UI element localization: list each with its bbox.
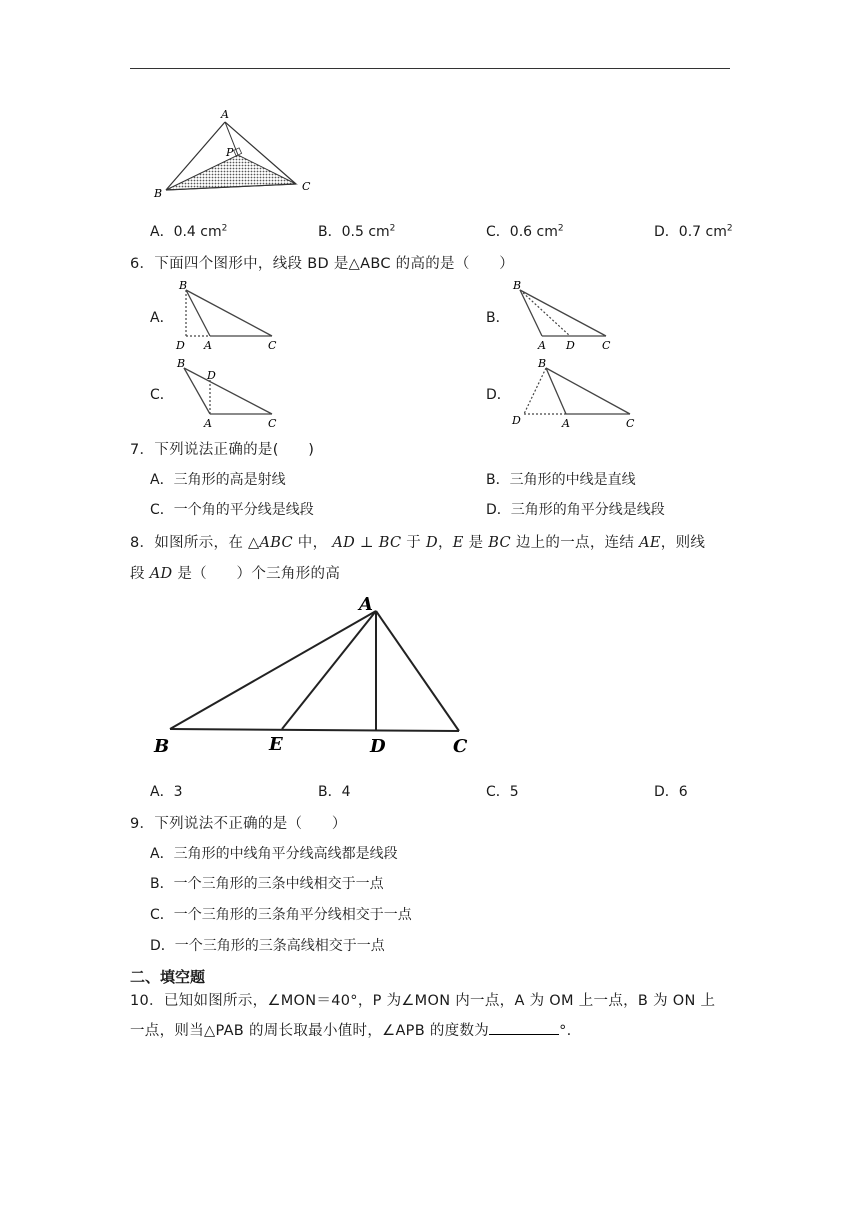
q6b-label-c: C xyxy=(602,339,611,350)
q6b-label-a: A xyxy=(538,339,546,350)
section-title-fill-in: 二、填空题 xyxy=(130,968,206,986)
q6a-label-d: D xyxy=(176,339,185,350)
q8-math-bc: BC xyxy=(488,535,511,551)
q6c-label-c: C xyxy=(268,417,277,428)
q10-line2 xyxy=(130,1019,572,1040)
q9-option-c[interactable]: C．一个三角形的三条角平分线相交于一点 xyxy=(150,907,412,923)
q8-text: 于 xyxy=(401,535,427,551)
q5-option-d-letter: D． xyxy=(654,224,679,240)
q8-math-ad: AD xyxy=(149,566,173,582)
header-rule xyxy=(130,68,730,69)
q8-text: 边上的一点，连结 xyxy=(510,535,640,551)
q6d-label-b: B xyxy=(538,357,547,370)
q8-option-c[interactable]: C．5 xyxy=(486,784,519,800)
q6b-label-d: D xyxy=(566,339,575,350)
q5-option-a-value: 0.4 cm xyxy=(173,224,222,240)
q8-math-ae: AE xyxy=(639,535,661,551)
q5-label-c: C xyxy=(302,180,311,193)
q8-label-a: A xyxy=(359,594,373,615)
q9-stem: 9．下列说法不正确的是（ ） xyxy=(130,816,347,832)
q6-option-b-letter[interactable]: B． xyxy=(486,310,510,326)
q6-option-c-letter[interactable]: C． xyxy=(150,387,174,403)
q7-stem: 7．下列说法正确的是( ) xyxy=(130,442,315,458)
q6b-label-b: B xyxy=(513,279,522,292)
q5-option-b[interactable] xyxy=(318,221,395,241)
q5-option-a-sup: 2 xyxy=(221,223,228,234)
q5-option-b-value: 0.5 cm xyxy=(341,224,390,240)
q8-math-triangle-abc: △ABC xyxy=(248,535,293,551)
q6c-label-a: A xyxy=(204,417,212,428)
q5-option-d-value: 0.7 cm xyxy=(678,224,727,240)
q8-math-d: D xyxy=(426,535,438,551)
q7-option-a[interactable]: A．三角形的高是射线 xyxy=(150,472,286,488)
q8-math-e: E xyxy=(452,535,464,551)
q5-option-c-value: 0.6 cm xyxy=(509,224,558,240)
q9-option-d[interactable]: D．一个三角形的三条高线相交于一点 xyxy=(150,938,385,954)
q6-figure-d[interactable] xyxy=(508,352,638,428)
q6a-label-b: B xyxy=(179,279,188,292)
q8-label-d: D xyxy=(370,736,386,757)
q8-option-d[interactable]: D．6 xyxy=(654,784,688,800)
q8-text: 段 xyxy=(130,566,150,582)
q5-option-b-sup: 2 xyxy=(389,223,396,234)
q8-text: 中， xyxy=(292,535,333,551)
q8-label-c: C xyxy=(453,736,468,757)
q10-degree-suffix: °. xyxy=(559,1023,572,1039)
q5-label-b: B xyxy=(154,187,163,200)
q8-stem-line1 xyxy=(130,531,705,552)
q5-figure xyxy=(148,104,318,200)
q6-option-a-letter[interactable]: A． xyxy=(150,310,174,326)
q5-option-d[interactable] xyxy=(654,221,733,241)
q6-figure-a[interactable] xyxy=(170,278,282,350)
q6c-label-d: D xyxy=(207,369,216,382)
q5-option-d-sup: 2 xyxy=(726,223,733,234)
q8-text: 8．如图所示，在 xyxy=(130,535,249,551)
q8-text: 是 xyxy=(463,535,489,551)
q6d-label-c: C xyxy=(626,417,635,428)
q5-option-a[interactable] xyxy=(150,221,227,241)
q5-option-a-letter: A． xyxy=(150,224,174,240)
q10-line2-text: 一点，则当△PAB 的周长取最小值时，∠APB 的度数为 xyxy=(130,1023,490,1039)
q8-text: 是（ ）个三角形的高 xyxy=(172,566,341,582)
q8-stem-line2 xyxy=(130,562,340,583)
q6a-label-a: A xyxy=(204,339,212,350)
q6d-label-d: D xyxy=(512,414,521,427)
q5-option-c-letter: C． xyxy=(486,224,510,240)
q8-text: ， xyxy=(437,535,453,551)
q9-option-a[interactable]: A．三角形的中线角平分线高线都是线段 xyxy=(150,846,398,862)
q6-stem: 6．下面四个图形中，线段 BD 是△ABC 的高的是（ ） xyxy=(130,256,515,272)
q8-option-b[interactable]: B．4 xyxy=(318,784,351,800)
q5-label-a: A xyxy=(221,108,229,121)
q7-option-b[interactable]: B．三角形的中线是直线 xyxy=(486,472,636,488)
q5-option-c-sup: 2 xyxy=(557,223,564,234)
q6c-label-b: B xyxy=(177,357,186,370)
q7-option-c[interactable]: C．一个角的平分线是线段 xyxy=(150,502,314,518)
q5-label-p: P xyxy=(226,146,234,159)
q8-option-a[interactable]: A．3 xyxy=(150,784,183,800)
q6-figure-c[interactable] xyxy=(170,352,282,428)
q5-option-c[interactable] xyxy=(486,221,564,241)
q8-label-b: B xyxy=(154,736,170,757)
q7-option-d[interactable]: D．三角形的角平分线是线段 xyxy=(486,502,665,518)
q6a-label-c: C xyxy=(268,339,277,350)
q10-answer-blank[interactable] xyxy=(489,1020,559,1035)
q6-option-d-letter[interactable]: D． xyxy=(486,387,511,403)
q8-math-perpendicular: AD ⊥ BC xyxy=(332,535,402,551)
q8-figure xyxy=(145,588,485,760)
q6d-label-a: A xyxy=(562,417,570,428)
q6-figure-b[interactable] xyxy=(506,278,618,350)
q9-option-b[interactable]: B．一个三角形的三条中线相交于一点 xyxy=(150,876,384,892)
q5-option-b-letter: B． xyxy=(318,224,342,240)
q8-text: ，则线 xyxy=(660,535,706,551)
q8-label-e: E xyxy=(269,734,283,755)
q10-line1: 10．已知如图所示，∠MON＝40°，P 为∠MON 内一点，A 为 OM 上一点，B 为 ON 上 xyxy=(130,993,716,1009)
